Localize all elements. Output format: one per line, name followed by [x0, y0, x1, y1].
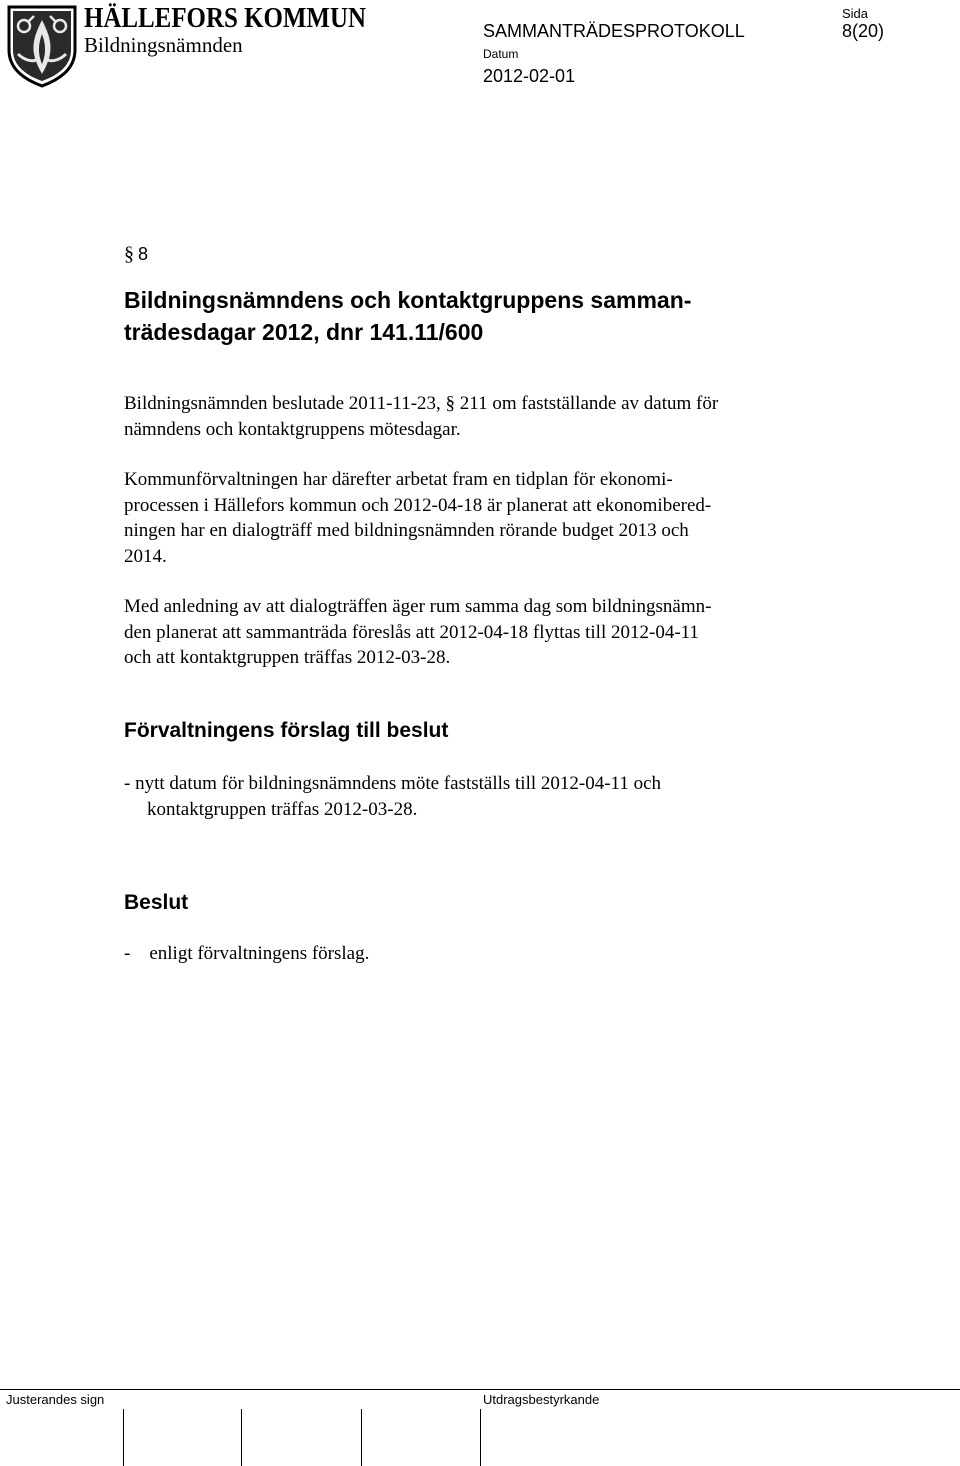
text-line: ningen har en dialogträff med bildningsnämnden rörande budget 2013 och: [124, 520, 689, 541]
decision-item: - enligt förvaltningens förslag.: [124, 943, 370, 964]
signature-box-divider: [480, 1409, 481, 1466]
section-symbol: §: [124, 243, 134, 265]
text-line: Kommunförvaltningen har därefter arbetat fram en tidplan för ekonomi-: [124, 469, 673, 490]
coat-of-arms-logo: [6, 4, 78, 88]
text-line: nämndens och kontaktgruppens mötesdagar.: [124, 418, 461, 440]
item-heading-line: trädesdagar 2012, dnr 141.11/600: [124, 319, 484, 345]
footer-divider: [0, 1389, 960, 1390]
committee-name: Bildningsnämnden: [84, 33, 243, 57]
paragraph-number: [124, 243, 148, 266]
item-heading-line: Bildningsnämndens och kontaktgruppens samman-: [124, 287, 692, 313]
signature-label: Justerandes sign: [6, 1392, 105, 1407]
body-paragraph: [124, 391, 718, 442]
body-paragraph: [124, 594, 711, 671]
item-heading: [124, 284, 691, 348]
text-line: - nytt datum för bildningsnämndens möte fastställs till 2012-04-11 och: [124, 773, 662, 794]
paragraph-number-value: 8: [138, 244, 149, 264]
text-line: Med anledning av att dialogträffen äger rum samma dag som bildningsnämn-: [124, 596, 712, 617]
text-line: 2014.: [124, 545, 167, 567]
date-label: Datum: [483, 47, 519, 61]
document-type: SAMMANTRÄDESPROTOKOLL: [483, 21, 745, 41]
date-value: 2012-02-01: [483, 66, 576, 86]
extract-certification-label: Utdragsbestyrkande: [483, 1392, 600, 1407]
page-number: 8(20): [842, 21, 885, 41]
signature-box-divider: [123, 1409, 124, 1466]
body-paragraph: [124, 467, 711, 569]
text-line: den planerat att sammanträda föreslås att 2012-04-18 flyttas till 2012-04-11: [124, 621, 699, 643]
proposal-heading: Förvaltningens förslag till beslut: [124, 719, 449, 742]
text-line: kontaktgruppen träffas 2012-03-28.: [147, 798, 418, 820]
text-line: processen i Hällefors kommun och 2012-04-18 är planerat att ekonomibered-: [124, 494, 712, 516]
text-line: och att kontaktgruppen träffas 2012-03-28.: [124, 647, 451, 668]
text-line: Bildningsnämnden beslutade 2011-11-23, § 211 om fastställande av datum för: [124, 393, 719, 414]
signature-box-divider: [241, 1409, 242, 1466]
decision-heading: Beslut: [124, 891, 189, 914]
organization-name: HÄLLEFORS KOMMUN: [84, 2, 366, 34]
page-label: Sida: [842, 6, 869, 21]
signature-box-divider: [361, 1409, 362, 1466]
proposal-item: [124, 771, 661, 822]
